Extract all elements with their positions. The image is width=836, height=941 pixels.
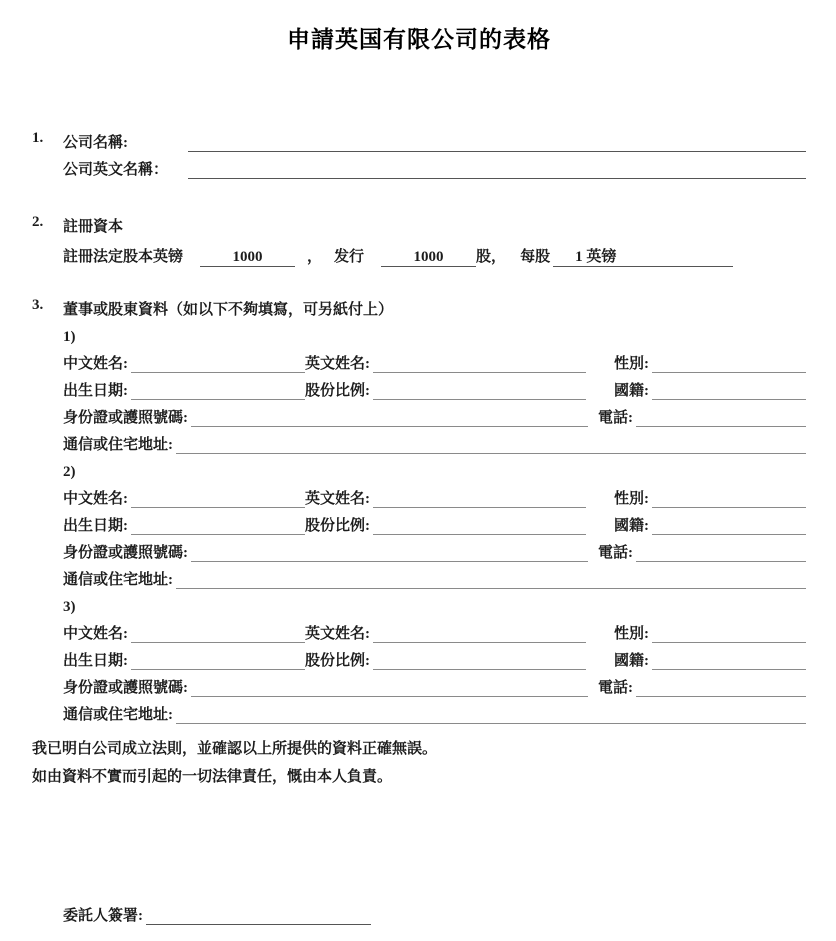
section-directors: [32, 297, 806, 729]
address-row: [63, 567, 806, 594]
phone-label: 電話:: [598, 410, 633, 426]
capital-detail-row: [63, 243, 806, 272]
section-company-name: [32, 130, 806, 184]
shares-suffix-label: 股，: [476, 249, 507, 265]
company-name-field[interactable]: [188, 132, 806, 152]
birth-date-label: 出生日期:: [63, 383, 128, 399]
gender-label: 性別:: [614, 626, 649, 642]
english-name-label: 英文姓名:: [305, 356, 370, 372]
directors-heading: 董事或股東資料（如以下不夠填寫，可另紙付上）: [63, 302, 394, 318]
company-name-label: 公司名稱:: [63, 135, 128, 151]
english-name-field[interactable]: [373, 488, 586, 508]
english-name-label: 英文姓名:: [305, 626, 370, 642]
birth-row: [63, 378, 806, 405]
name-row: [63, 351, 806, 378]
declaration-line-1: 我已明白公司成立法則，並確認以上所提供的資料正確無誤。: [32, 741, 438, 757]
address-field[interactable]: [176, 569, 806, 589]
block-number: 1): [63, 329, 76, 345]
director-block-3: [63, 594, 806, 729]
share-ratio-label: 股份比例:: [305, 518, 370, 534]
declaration: [32, 735, 806, 791]
name-row: [63, 621, 806, 648]
chinese-name-field[interactable]: [131, 488, 305, 508]
company-en-name-row: [63, 157, 806, 184]
per-share-label: 每股: [520, 249, 551, 265]
id-passport-label: 身份證或護照號碼:: [63, 545, 188, 561]
directors-heading-row: [63, 297, 806, 324]
address-field[interactable]: [176, 704, 806, 724]
address-row: [63, 432, 806, 459]
birth-date-field[interactable]: [131, 380, 305, 400]
english-name-field[interactable]: [373, 623, 586, 643]
phone-field[interactable]: [636, 677, 806, 697]
signature-field[interactable]: [146, 905, 371, 925]
block-number-row: [63, 594, 806, 621]
english-name-label: 英文姓名:: [305, 491, 370, 507]
id-row: [63, 405, 806, 432]
block-number: 2): [63, 464, 76, 480]
birth-date-field[interactable]: [131, 650, 305, 670]
address-label: 通信或住宅地址:: [63, 572, 173, 588]
id-passport-field[interactable]: [191, 407, 588, 427]
english-name-field[interactable]: [373, 353, 586, 373]
nationality-label: 國籍:: [614, 518, 649, 534]
section1-number: 1.: [32, 130, 44, 146]
share-ratio-field[interactable]: [373, 380, 586, 400]
id-passport-field[interactable]: [191, 542, 588, 562]
id-passport-field[interactable]: [191, 677, 588, 697]
phone-label: 電話:: [598, 545, 633, 561]
id-row: [63, 675, 806, 702]
birth-date-label: 出生日期:: [63, 653, 128, 669]
company-en-name-field[interactable]: [188, 159, 806, 179]
signature-label: 委託人簽署:: [63, 908, 143, 924]
section-registered-capital: [32, 214, 806, 272]
id-passport-label: 身份證或護照號碼:: [63, 410, 188, 426]
gender-field[interactable]: [652, 353, 806, 373]
declaration-line-2: 如由資料不實而引起的一切法律責任，慨由本人負責。: [32, 769, 393, 785]
phone-field[interactable]: [636, 542, 806, 562]
authorized-capital-field[interactable]: 1000: [200, 247, 295, 267]
chinese-name-label: 中文姓名:: [63, 491, 128, 507]
director-block-2: [63, 459, 806, 594]
chinese-name-label: 中文姓名:: [63, 356, 128, 372]
block-number-row: [63, 459, 806, 486]
section3-number: 3.: [32, 297, 44, 313]
share-ratio-label: 股份比例:: [305, 653, 370, 669]
id-row: [63, 540, 806, 567]
registered-capital-heading: 註冊資本: [63, 219, 124, 235]
nationality-field[interactable]: [652, 650, 806, 670]
signature-row: [32, 903, 806, 930]
registered-capital-heading-row: [63, 214, 806, 241]
phone-label: 電話:: [598, 680, 633, 696]
per-share-field[interactable]: 1 英镑: [553, 247, 733, 267]
phone-field[interactable]: [636, 407, 806, 427]
company-name-row: [63, 130, 806, 157]
nationality-field[interactable]: [652, 380, 806, 400]
chinese-name-field[interactable]: [131, 353, 305, 373]
chinese-name-label: 中文姓名:: [63, 626, 128, 642]
address-label: 通信或住宅地址:: [63, 707, 173, 723]
authorized-capital-label: 註冊法定股本英镑: [63, 249, 184, 265]
capital-comma: ，: [307, 249, 323, 265]
gender-field[interactable]: [652, 623, 806, 643]
issue-label: 发行: [334, 249, 365, 265]
birth-row: [63, 648, 806, 675]
section2-number: 2.: [32, 214, 44, 230]
address-row: [63, 702, 806, 729]
birth-row: [63, 513, 806, 540]
block-number-row: [63, 324, 806, 351]
id-passport-label: 身份證或護照號碼:: [63, 680, 188, 696]
director-block-1: [63, 324, 806, 459]
gender-label: 性別:: [614, 356, 649, 372]
share-ratio-field[interactable]: [373, 650, 586, 670]
block-number: 3): [63, 599, 76, 615]
birth-date-field[interactable]: [131, 515, 305, 535]
share-ratio-field[interactable]: [373, 515, 586, 535]
nationality-label: 國籍:: [614, 383, 649, 399]
company-en-name-label: 公司英文名稱：: [63, 162, 169, 178]
issued-shares-field[interactable]: 1000: [381, 247, 476, 267]
name-row: [63, 486, 806, 513]
page-title: 申請英国有限公司的表格: [287, 27, 551, 53]
gender-field[interactable]: [652, 488, 806, 508]
birth-date-label: 出生日期:: [63, 518, 128, 534]
gender-label: 性別:: [614, 491, 649, 507]
nationality-label: 國籍:: [614, 653, 649, 669]
nationality-field[interactable]: [652, 515, 806, 535]
share-ratio-label: 股份比例:: [305, 383, 370, 399]
address-label: 通信或住宅地址:: [63, 437, 173, 453]
chinese-name-field[interactable]: [131, 623, 305, 643]
address-field[interactable]: [176, 434, 806, 454]
